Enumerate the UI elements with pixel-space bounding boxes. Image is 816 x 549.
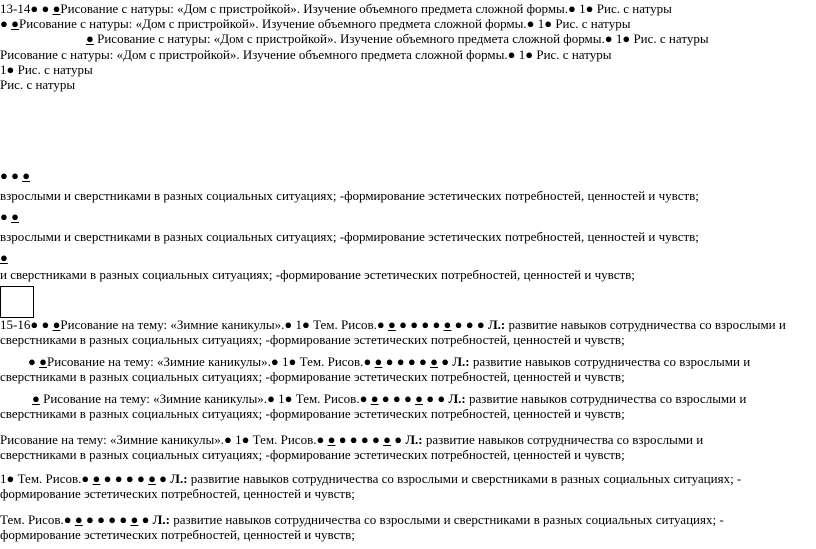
- bullet-icon: ●: [86, 31, 94, 46]
- hours: 1: [295, 317, 302, 332]
- row-15-16-variant-6-cont: формирование эстетических потребностей, ценностей и чувств;: [0, 527, 355, 542]
- competency-text: развитие навыков сотрудничества со взрослыми и: [425, 432, 704, 447]
- lesson-type: Рис. с натуры: [555, 16, 631, 31]
- l-label: Л.:: [448, 391, 466, 406]
- lesson-title: Рисование на тему: «Зимние каникулы».: [0, 432, 224, 447]
- bullet-icon: ●: [349, 432, 358, 447]
- bullet-icon: ●: [407, 354, 416, 369]
- bullet-icon: ●: [223, 432, 232, 447]
- row-13-14-line-1: [0, 2, 672, 16]
- bullet-icon: ●: [454, 317, 463, 332]
- bullet-icon: ●: [585, 1, 594, 16]
- competency-text: развитие навыков сотрудничества со взрослыми и: [508, 317, 786, 332]
- bullet-icon: ●: [41, 317, 50, 332]
- bullet-icon: ●: [0, 250, 8, 265]
- bullet-icon: ●: [52, 1, 61, 16]
- lesson-type: Рис. с натуры: [596, 1, 672, 16]
- l-label: Л.:: [152, 512, 170, 527]
- bullet-icon: ●: [267, 391, 275, 406]
- l-label: Л.:: [170, 471, 188, 486]
- lesson-title: Рисование с натуры: «Дом с пристройкой». Изучение объемного предмета сложной формы.: [18, 16, 527, 31]
- bullet-icon: ●: [28, 354, 36, 369]
- bullet-icon: ●: [544, 16, 553, 31]
- bullet-icon: ●: [81, 471, 90, 486]
- row-15-16-variant-3-cont: сверстниками в разных социальных ситуациях; -формирование эстетических потребностей, ценностей и чувств;: [0, 406, 625, 421]
- bullet-icon: ●: [392, 391, 401, 406]
- bullet-icon: ●: [0, 209, 8, 224]
- row-15-16-variant-2: [28, 355, 750, 369]
- bullet-group: [0, 210, 19, 224]
- hours: 1: [518, 47, 526, 62]
- bullet-icon: ●: [52, 317, 61, 332]
- bullet-icon: ●: [421, 317, 430, 332]
- bullet-icon: ●: [159, 471, 168, 486]
- row-15-16-variant-2-cont: сверстниками в разных социальных ситуациях; -формирование эстетических потребностей, ценностей и чувств;: [0, 369, 625, 384]
- bullet-icon: ●: [443, 317, 452, 332]
- bullet-icon: ●: [526, 16, 535, 31]
- lesson-type: Тем. Рисов.: [0, 512, 64, 527]
- row-15-16-variant-4-cont: сверстниками в разных социальных ситуациях; -формирование эстетических потребностей, ценностей и чувств;: [0, 447, 625, 462]
- bullet-icon: ●: [476, 317, 485, 332]
- lesson-type: Рис. с натуры: [17, 62, 93, 77]
- bullet-icon: ●: [430, 354, 438, 369]
- bullet-icon: ●: [6, 62, 15, 77]
- bullet-icon: ●: [381, 391, 390, 406]
- bullet-icon: ●: [404, 391, 412, 406]
- lesson-type: Тем. Рисов.: [17, 471, 82, 486]
- competency-text: развитие навыков сотрудничества со взрослыми и: [472, 354, 751, 369]
- bullet-icon: ●: [437, 391, 446, 406]
- hours: 1: [579, 1, 586, 16]
- competency-text-2: взрослыми и сверстниками в разных социальных ситуациях; -формирование эстетических потребностей, ценностей и чувств;: [0, 229, 699, 244]
- bullet-icon: ●: [370, 391, 379, 406]
- l-label: Л.:: [452, 354, 470, 369]
- bullet-icon: ●: [376, 317, 385, 332]
- lesson-title: Рисование с натуры: «Дом с пристройкой». Изучение объемного предмета сложной формы.: [97, 31, 605, 46]
- row-13-14-line-6: [0, 78, 75, 92]
- lesson-number: 15-16: [0, 317, 31, 332]
- bullet-icon: ●: [103, 471, 112, 486]
- hours: 1: [235, 432, 242, 447]
- bullet-icon: ●: [11, 209, 19, 224]
- lesson-type: Тем. Рисов.: [313, 317, 377, 332]
- row-15-16-variant-5: [0, 472, 741, 486]
- lesson-title: Рисование на тему: «Зимние каникулы».: [43, 391, 268, 406]
- lesson-title: Рисование с натуры: «Дом с пристройкой». Изучение объемного предмета сложной формы.: [60, 1, 569, 16]
- bullet-icon: ●: [415, 391, 423, 406]
- bullet-icon: ●: [284, 317, 293, 332]
- bullet-icon: ●: [74, 512, 83, 527]
- row-13-14-line-5: [0, 63, 93, 77]
- bullet-icon: ●: [11, 16, 19, 31]
- bullet-icon: ●: [338, 432, 347, 447]
- bullet-icon: ●: [270, 354, 279, 369]
- bullet-icon: ●: [410, 317, 419, 332]
- bullet-icon: ●: [30, 1, 39, 16]
- competency-text-3: и сверстниками в разных социальных ситуациях; -формирование эстетических потребностей, ценностей и чувств;: [0, 267, 635, 282]
- bullet-icon: ●: [108, 512, 117, 527]
- bullet-icon: ●: [86, 512, 94, 527]
- empty-cell-box: [0, 286, 34, 318]
- bullet-icon: ●: [372, 432, 380, 447]
- bullet-icon: ●: [359, 391, 368, 406]
- bullet-icon: ●: [388, 317, 396, 332]
- competency-text: развитие навыков сотрудничества со взрослыми и: [468, 391, 747, 406]
- row-15-16-variant-5-cont: формирование эстетических потребностей, ценностей и чувств;: [0, 486, 355, 501]
- bullet-icon: ●: [394, 432, 403, 447]
- hours: 1: [615, 31, 623, 46]
- row-13-14-line-4: [0, 48, 611, 62]
- bullet-icon: ●: [114, 471, 123, 486]
- bullet-icon: ●: [11, 168, 19, 183]
- bullet-icon: ●: [432, 317, 441, 332]
- bullet-icon: ●: [525, 47, 534, 62]
- bullet-icon: ●: [39, 354, 47, 369]
- competency-text-1: взрослыми и сверстниками в разных социальных ситуациях; -формирование эстетических потребностей, ценностей и чувств;: [0, 188, 699, 203]
- bullet-icon: ●: [141, 512, 150, 527]
- bullet-icon: ●: [383, 432, 391, 447]
- bullet-icon: ●: [327, 432, 336, 447]
- bullet-icon: ●: [41, 1, 50, 16]
- row-15-16-variant-6: [0, 513, 724, 527]
- lesson-title: Рисование с натуры: «Дом с пристройкой». Изучение объемного предмета сложной формы.: [0, 47, 508, 62]
- row-13-14-line-3: [86, 32, 709, 46]
- row-15-16-line-2: сверстниками в разных социальных ситуациях; -формирование эстетических потребностей, ценностей и чувств;: [0, 332, 625, 347]
- bullet-icon: ●: [316, 432, 325, 447]
- bullet-icon: ●: [136, 471, 145, 486]
- bullet-icon: ●: [130, 512, 139, 527]
- bullet-icon: ●: [32, 391, 40, 406]
- hours: 1: [537, 16, 545, 31]
- row-15-16-variant-4: [0, 433, 703, 447]
- row-15-16-variant-3: [32, 392, 746, 406]
- hours: 1: [0, 62, 7, 77]
- bullet-icon: ●: [0, 16, 8, 31]
- lesson-title: Рисование на тему: «Зимние каникулы».: [60, 317, 285, 332]
- lesson-type: Рис. с натуры: [633, 31, 709, 46]
- bullet-icon: ●: [568, 1, 576, 16]
- bullet-icon: ●: [148, 471, 156, 486]
- hours: 1: [278, 391, 285, 406]
- lesson-type: Тем. Рисов.: [299, 354, 364, 369]
- bullet-icon: ●: [426, 391, 435, 406]
- bullet-icon: ●: [622, 31, 631, 46]
- bullet-icon: ●: [30, 317, 39, 332]
- row-13-14-line-2: [0, 17, 630, 31]
- bullet-icon: ●: [604, 31, 613, 46]
- bullet-icon: ●: [125, 471, 134, 486]
- bullet-icon: ●: [301, 317, 310, 332]
- bullet-icon: ●: [63, 512, 72, 527]
- bullet-icon: ●: [97, 512, 105, 527]
- bullet-group: [0, 169, 30, 183]
- bullet-icon: ●: [507, 47, 516, 62]
- bullet-icon: ●: [396, 354, 405, 369]
- lesson-title: Рисование на тему: «Зимние каникулы».: [46, 354, 271, 369]
- lesson-type: Тем. Рисов.: [252, 432, 317, 447]
- bullet-icon: ●: [399, 317, 407, 332]
- bullet-icon: ●: [288, 354, 297, 369]
- bullet-icon: ●: [374, 354, 383, 369]
- lesson-type: Рис. с натуры: [0, 77, 76, 92]
- bullet-icon: ●: [465, 317, 474, 332]
- l-label: Л.:: [487, 317, 506, 332]
- hours: 1: [0, 471, 7, 486]
- bullet-icon: ●: [441, 354, 450, 369]
- bullet-icon: ●: [6, 471, 15, 486]
- hours: 1: [282, 354, 289, 369]
- bullet-icon: ●: [119, 512, 128, 527]
- bullet-icon: ●: [418, 354, 427, 369]
- bullet-icon: ●: [92, 471, 101, 486]
- competency-text: развитие навыков сотрудничества со взрослыми и сверстниками в разных социальных ситуациях; -: [190, 471, 742, 486]
- bullet-group: [0, 251, 8, 265]
- bullet-icon: ●: [363, 354, 372, 369]
- competency-text: развитие навыков сотрудничества со взрослыми и сверстниками в разных социальных ситуациях; -: [173, 512, 724, 527]
- l-label: Л.:: [405, 432, 423, 447]
- lesson-type: Рис. с натуры: [536, 47, 612, 62]
- bullet-icon: ●: [241, 432, 250, 447]
- bullet-icon: ●: [22, 168, 31, 183]
- lesson-number: 13-14: [0, 1, 31, 16]
- lesson-type: Тем. Рисов.: [295, 391, 360, 406]
- bullet-icon: ●: [284, 391, 293, 406]
- bullet-icon: ●: [360, 432, 369, 447]
- row-15-16-line-1: [0, 318, 786, 332]
- bullet-icon: ●: [385, 354, 394, 369]
- bullet-icon: ●: [0, 168, 8, 183]
